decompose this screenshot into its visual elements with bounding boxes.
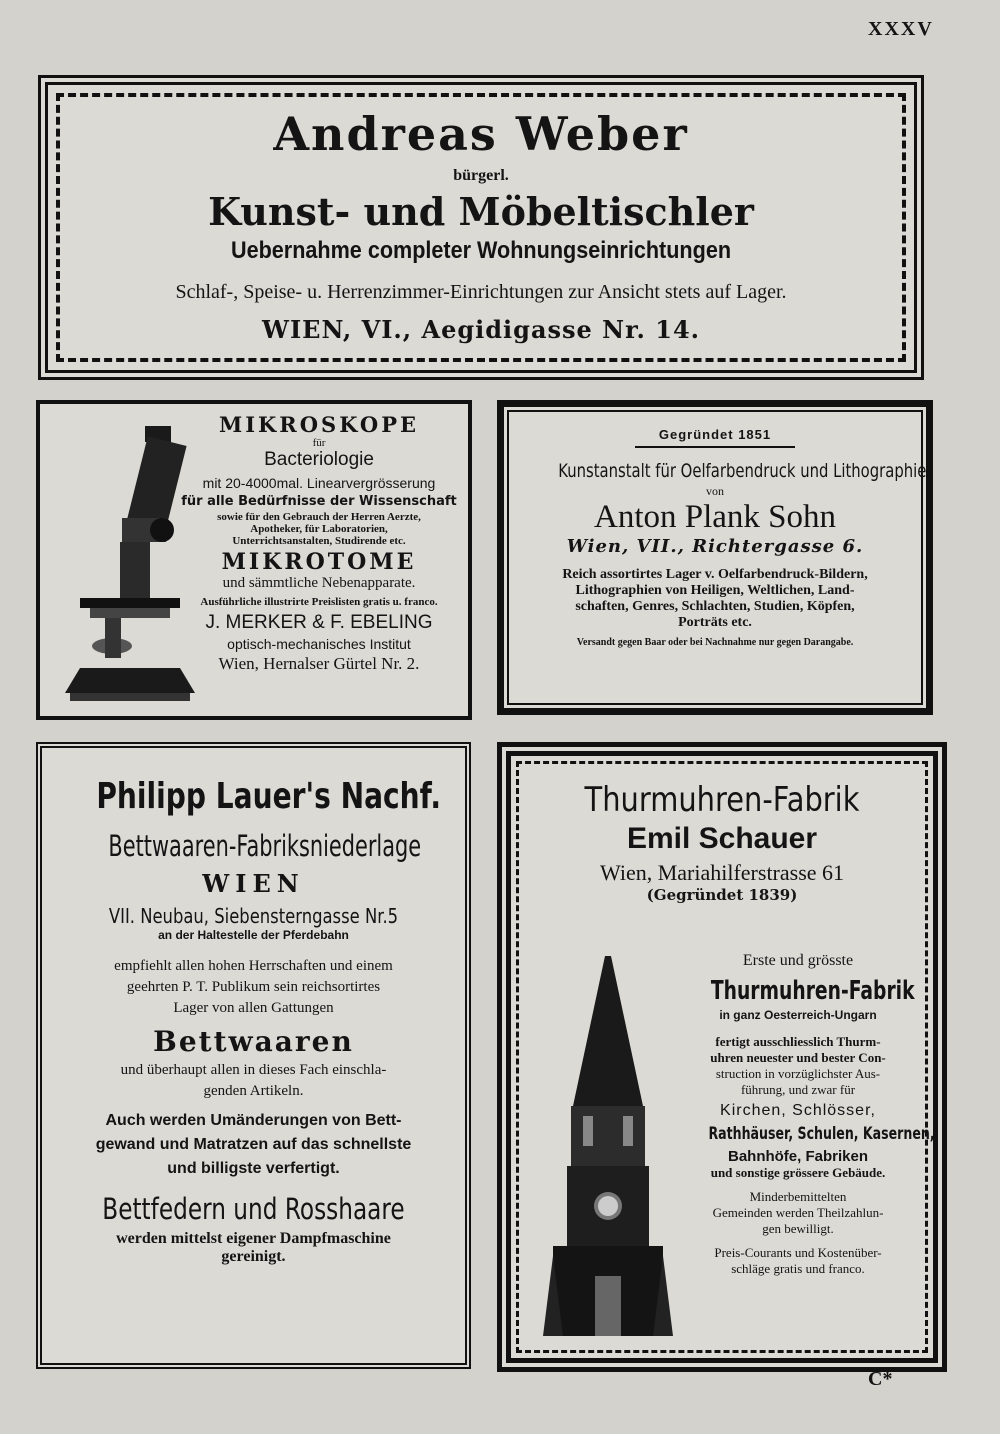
schauer-name: Emil Schauer — [626, 822, 818, 855]
merker-addr: Wien, Hernalser Gürtel Nr. 2. — [218, 654, 420, 673]
lauer-p1: empfiehlt allen hohen Herrschaften und einem — [114, 958, 393, 974]
weber-adj: bürgerl. — [453, 167, 509, 184]
schauer-r4: führung, und zwar für — [740, 1082, 856, 1097]
schauer-r2: uhren neuester und bester Con- — [710, 1050, 886, 1065]
lauer-city: WIEN — [202, 869, 305, 898]
ad-andreas-weber — [38, 75, 924, 380]
lauer-p4: und überhaupt allen in dieses Fach einschla- — [120, 1062, 387, 1078]
weber-line1: Uebernahme completer Wohnungseinrichtungen — [230, 237, 732, 264]
schauer-s3: in ganz Oesterreich-Ungarn — [719, 1008, 877, 1022]
lauer-p6: Auch werden Umänderungen von Bett- — [105, 1112, 402, 1129]
schauer-r10: Gemeinden werden Theilzahlun- — [712, 1205, 884, 1220]
schauer-r5: Kirchen, Schlösser, — [720, 1102, 876, 1119]
lauer-addr2: an der Haltestelle der Pferdebahn — [158, 928, 349, 942]
lauer-p3: Lager von allen Gattungen — [173, 1000, 334, 1016]
lauer-p7: gewand und Matratzen auf das schnellste — [95, 1136, 412, 1153]
merker-bacteriologie: Bacteriologie — [264, 449, 374, 470]
lauer-p9: werden mittelst eigener Dampfmaschine — [116, 1230, 391, 1247]
schauer-r3: struction in vorzüglichster Aus- — [715, 1066, 881, 1081]
weber-line2: Schlaf-, Speise- u. Herrenzimmer-Einrichtungen zur Ansicht stets auf Lager. — [175, 281, 787, 303]
plank-note: Versandt gegen Baar oder bei Nachnahme nur gegen Darangabe. — [576, 637, 854, 648]
lauer-h2: Bettfedern und Rosshaare — [102, 1192, 405, 1226]
merker-title2: MIKROTOME — [221, 549, 417, 575]
schauer-r13: schläge gratis und franco. — [731, 1261, 865, 1276]
plank-addr: Wien, VII., Richtergasse 6. — [566, 536, 864, 557]
church-tower-illustration — [543, 956, 673, 1336]
merker-fuer: für — [312, 437, 326, 449]
signature-mark: C* — [868, 1368, 893, 1390]
weber-address: WIEN, VI., Aegidigasse Nr. 14. — [261, 315, 700, 344]
plank-d2: Lithographien von Heiligen, Weltlichen, Land- — [575, 583, 855, 598]
lauer-p5: genden Artikeln. — [203, 1083, 304, 1099]
merker-l8: optisch-mechanisches Institut — [227, 636, 411, 652]
merker-l7: Ausführliche illustrirte Preislisten gratis u. franco. — [200, 596, 438, 608]
schauer-r11: gen bewilligt. — [762, 1221, 834, 1236]
schauer-s1: Erste und grösste — [742, 952, 854, 969]
schauer-r1: fertigt ausschliesslich Thurm- — [715, 1034, 881, 1049]
lauer-sub: Bettwaaren-Fabriksniederlage — [108, 829, 422, 863]
schauer-r7: Bahnhöfe, Fabriken — [727, 1148, 869, 1165]
lauer-p2: geehrten P. T. Publikum sein reichsortirtes — [126, 979, 381, 995]
plank-d3: schaften, Genres, Schlachten, Studien, Köpfen, — [575, 599, 855, 614]
ad-merker-ebeling — [36, 400, 472, 720]
ad-philipp-lauer — [36, 742, 471, 1369]
schauer-r9: Minderbemittelten — [749, 1189, 847, 1204]
lauer-name: Philipp Lauer's Nachf. — [96, 776, 442, 817]
plank-d1: Reich assortirtes Lager v. Oelfarbendruck-Bildern, — [562, 567, 868, 582]
lauer-bett: Bettwaaren — [153, 1025, 354, 1058]
weber-trade: Kunst- und Möbeltischler — [208, 189, 754, 234]
schauer-r12: Preis-Courants und Kostenüber- — [714, 1245, 882, 1260]
merker-l5: Unterrichtsanstalten, Studirende etc. — [232, 535, 406, 547]
ad-anton-plank — [497, 400, 933, 715]
plank-founded: Gegründet 1851 — [658, 427, 772, 442]
merker-l6: und sämmtliche Nebenapparate. — [222, 575, 416, 591]
lauer-p8: und billigste verfertigt. — [167, 1160, 340, 1177]
plank-d4: Porträts etc. — [678, 615, 752, 630]
plank-name: Anton Plank Sohn — [593, 499, 837, 535]
schauer-addr: Wien, Mariahilferstrasse 61 — [599, 860, 845, 885]
merker-firm: J. MERKER & F. EBELING — [205, 612, 433, 633]
ad-emil-schauer — [497, 742, 947, 1372]
merker-l1: mit 20-4000mal. Linearvergrösserung — [202, 475, 436, 491]
schauer-founded: (Gegründet 1839) — [646, 886, 798, 904]
merker-l3: sowie für den Gebrauch der Herren Aerzte, — [217, 511, 421, 523]
weber-name: Andreas Weber — [273, 107, 689, 161]
page-number: XXXV — [868, 18, 934, 40]
merker-l4: Apotheker, für Laboratorien, — [250, 523, 388, 535]
schauer-s2: Thurmuhren-Fabrik — [710, 976, 915, 1006]
schauer-r8: und sonstige grössere Gebäude. — [710, 1165, 886, 1180]
merker-l2: für alle Bedürfnisse der Wissenschaft — [181, 494, 457, 509]
lauer-p10: gereinigt. — [221, 1248, 286, 1265]
schauer-title: Thurmuhren-Fabrik — [584, 780, 860, 820]
schauer-r6: Rathhäuser, Schulen, Kasernen, — [708, 1124, 935, 1144]
plank-title: Kunstanstalt für Oelfarbendruck und Lithographie — [558, 460, 927, 482]
lauer-addr: VII. Neubau, Siebensterngasse Nr.5 — [108, 904, 399, 928]
plank-von: von — [706, 484, 724, 498]
merker-title: MIKROSKOPE — [218, 412, 419, 437]
